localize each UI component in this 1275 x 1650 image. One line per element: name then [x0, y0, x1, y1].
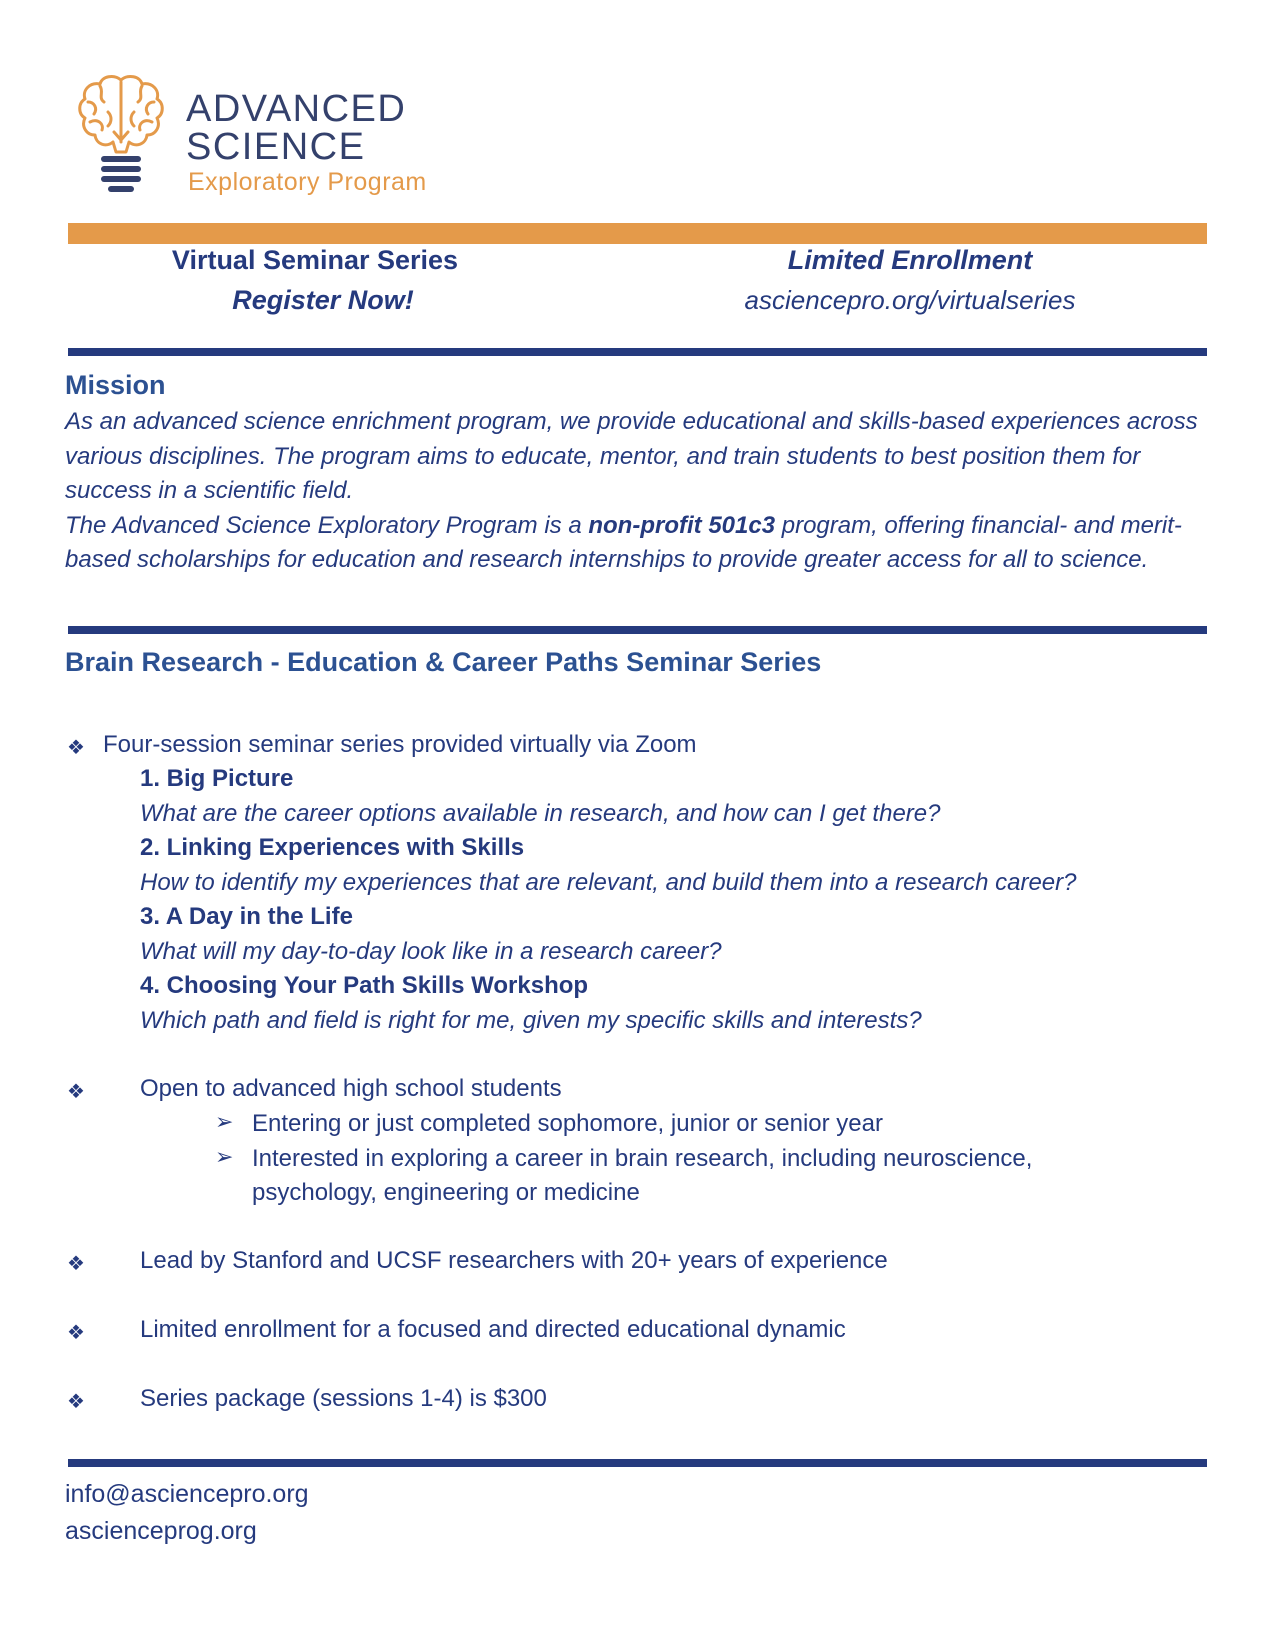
logo-text-exploratory: Exploratory Program: [188, 168, 427, 196]
bullet-icon: ❖: [67, 1081, 85, 1103]
virtualseries-link[interactable]: asciencepro.org/virtualseries: [744, 285, 1076, 315]
bullet-icon: ❖: [67, 1391, 85, 1413]
sub-item-continued: psychology, engineering or medicine: [252, 1179, 640, 1206]
brain-lightbulb-icon: [76, 72, 166, 200]
bullet-icon: ❖: [67, 737, 85, 759]
mission-body: [65, 405, 1210, 578]
header-right-title: Limited Enrollment: [787, 245, 1033, 275]
sub-item: Interested in exploring a career in brain research, including neuroscience,: [252, 1145, 1033, 1172]
limited-enrollment-text: Limited enrollment for a focused and directed educational dynamic: [140, 1316, 846, 1343]
logo-text-science: SCIENCE: [186, 126, 366, 168]
mission-paragraph-2: The Advanced Science Exploratory Program is a non-profit 501c3 program, offering financial- and merit-based scholarships for education and research internships to provide greater access for all to science.: [65, 511, 1182, 573]
navy-divider: [68, 626, 1207, 634]
lead-by-text: Lead by Stanford and UCSF researchers with 20+ years of experience: [140, 1247, 888, 1274]
open-to-text: Open to advanced high school students: [140, 1075, 562, 1102]
session-question: What will my day-to-day look like in a research career?: [140, 938, 722, 965]
contact-email-link[interactable]: info@asciencepro.org: [65, 1480, 309, 1508]
seminar-heading: Brain Research - Education & Career Paths Seminar Series: [65, 647, 822, 677]
mission-paragraph-1: As an advanced science enrichment program, we provide educational and skills-based experiences across various disciplines. The program aims to educate, mentor, and train students to best position them for success in a scientific field.: [65, 408, 1198, 504]
nonprofit-highlight: non-profit 501c3: [588, 511, 776, 539]
mission-heading: Mission: [65, 370, 166, 400]
website-link[interactable]: ascienceprog.org: [65, 1517, 257, 1545]
session-question: Which path and field is right for me, given my specific skills and interests?: [140, 1007, 922, 1034]
navy-divider: [68, 348, 1207, 356]
session-question: What are the career options available in research, and how can I get there?: [140, 800, 941, 827]
logo-text-advanced: ADVANCED: [186, 88, 407, 130]
sub-item: Entering or just completed sophomore, junior or senior year: [252, 1110, 883, 1137]
session-question: How to identify my experiences that are relevant, and build them into a research career?: [140, 869, 1077, 896]
register-now-link[interactable]: Register Now!: [232, 285, 414, 315]
session-title: 1. Big Picture: [140, 765, 294, 792]
seminar-intro: Four-session seminar series provided virtually via Zoom: [103, 731, 697, 758]
session-title: 2. Linking Experiences with Skills: [140, 834, 525, 861]
navy-divider: [68, 1459, 1207, 1467]
orange-divider: [68, 223, 1207, 244]
price-text: Series package (sessions 1-4) is $300: [140, 1385, 547, 1412]
bullet-icon: ❖: [67, 1322, 85, 1344]
header-left-title: Virtual Seminar Series: [171, 245, 459, 275]
bullet-icon: ❖: [67, 1253, 85, 1275]
session-title: 3. A Day in the Life: [140, 903, 353, 930]
arrow-bullet-icon: ➢: [215, 1109, 234, 1134]
arrow-bullet-icon: ➢: [215, 1144, 234, 1169]
session-title: 4. Choosing Your Path Skills Workshop: [140, 972, 589, 999]
